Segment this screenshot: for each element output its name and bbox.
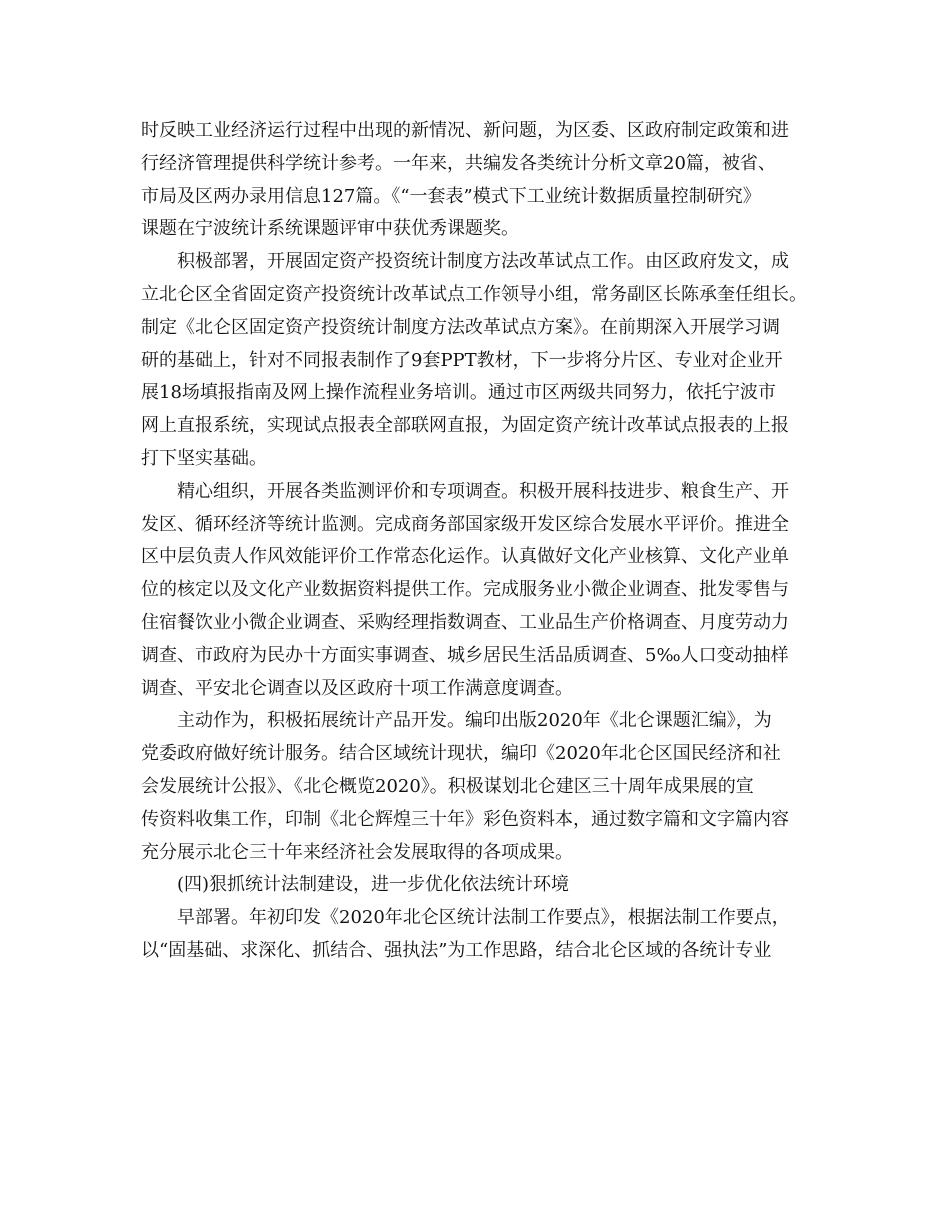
text-line: 调查、市政府为民办十方面实事调查、城乡居民生活品质调查、5‰人口变动抽样	[141, 644, 789, 666]
text-line: 住宿餐饮业小微企业调查、采购经理指数调查、工业品生产价格调查、月度劳动力	[141, 611, 789, 633]
text-line: 制定《北仑区固定资产投资统计制度方法改革试点方案》。在前期深入开展学习调	[141, 316, 780, 338]
text-line: 早部署。年初印发《2020年北仑区统计法制工作要点》，根据法制工作要点，	[177, 907, 790, 929]
text-line: 以“固基础、求深化、抓结合、强执法”为工作思路，结合北仑区域的各统计专业	[141, 939, 772, 961]
text-line: 行经济管理提供科学统计参考。一年来，共编发各类统计分析文章20篇，被省、	[141, 152, 776, 174]
text-line: 课题在宁波统计系统课题评审中获优秀课题奖。	[141, 218, 519, 240]
text-line: 位的核定以及文化产业数据资料提供工作。完成服务业小微企业调查、批发零售与	[141, 579, 789, 601]
text-line: 发区、循环经济等统计监测。完成商务部国家级开发区综合发展水平评价。推进全	[141, 513, 789, 535]
text-line: 充分展示北仑三十年来经济社会发展取得的各项成果。	[141, 841, 573, 863]
text-line: 区中层负责人作风效能评价工作常态化运作。认真做好文化产业核算、文化产业单	[141, 546, 789, 568]
document-body	[141, 115, 831, 968]
text-line: 党委政府做好统计服务。结合区域统计现状，编印《2020年北仑区国民经济和社	[141, 743, 781, 765]
text-line: 时反映工业经济运行过程中出现的新情况、新问题，为区委、区政府制定政策和进	[141, 120, 789, 141]
text-line: 传资料收集工作，印制《北仑辉煌三十年》彩色资料本，通过数字篇和文字篇内容	[141, 808, 789, 830]
text-line: 积极部署，开展固定资产投资统计制度方法改革试点工作。由区政府发文，成	[177, 251, 789, 273]
text-line: 立北仑区全省固定资产投资统计改革试点工作领导小组，常务副区长陈承奎任组长。	[141, 283, 807, 305]
text-line: 打下坚实基础。	[141, 447, 267, 469]
text-line: 研的基础上，针对不同报表制作了9套PPT教材，下一步将分片区、专业对企业开	[141, 349, 783, 371]
text-line: 会发展统计公报》、《北仑概览2020》。积极谋划北仑建区三十周年成果展的宣	[141, 775, 754, 797]
text-line: 网上直报系统，实现试点报表全部联网直报，为固定资产统计改革试点报表的上报	[141, 415, 789, 437]
text-line: 市局及区两办录用信息127篇。《“一套表”模式下工业统计数据质量控制研究》	[141, 185, 761, 207]
text-line: 调查、平安北仑调查以及区政府十项工作满意度调查。	[141, 677, 573, 699]
text-line: 展18场填报指南及网上操作流程业务培训。通过市区两级共同努力，依托宁波市	[141, 382, 776, 404]
text-line: 主动作为，积极拓展统计产品开发。编印出版2020年《北仑课题汇编》，为	[177, 710, 772, 732]
text-line: 精心组织，开展各类监测评价和专项调查。积极开展科技进步、粮食生产、开	[177, 480, 789, 502]
text-line: (四)狠抓统计法制建设，进一步优化依法统计环境	[177, 874, 570, 896]
